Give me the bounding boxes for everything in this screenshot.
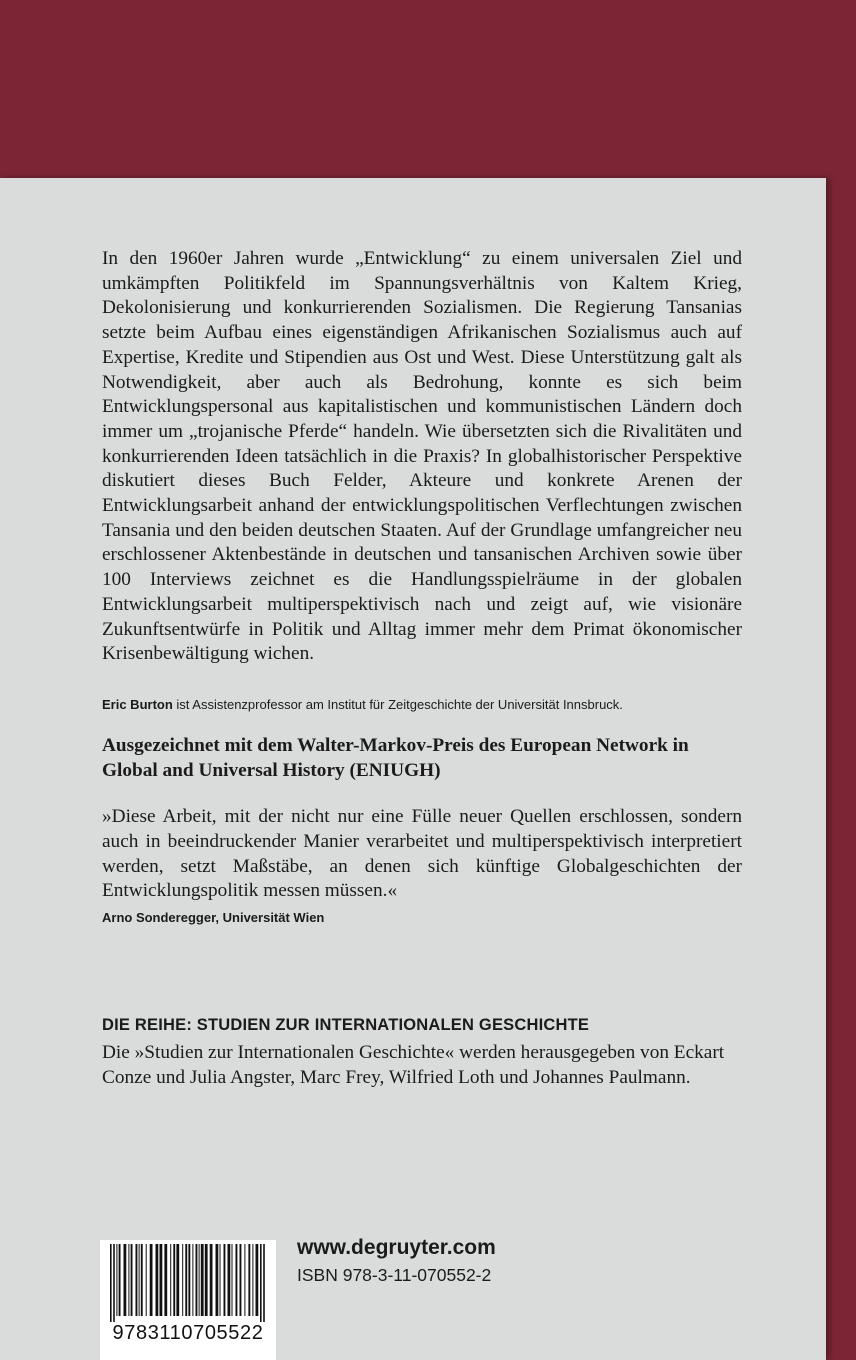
barcode-bar [139, 1244, 140, 1316]
book-blurb: In den 1960er Jahren wurde „Entwicklung“ zu einem universalen Ziel und umkämpften Politikfeld im Spannungsverhältnis von Kaltem Krieg, Dekolonisierung und konkurrierenden Sozialismen. Die Regierung Tansanias setzte beim Aufbau eines eigenständigen Afrikanischen Sozialismus auch auf Expertise, Kredite und Stipendien aus Ost und West. Diese Unterstützung galt als Notwendigkeit, aber auch als Bedrohung, konnte es sich beim Entwicklungspersonal aus kapitalistischen und kommunistischen Ländern doch immer um „trojanische Pferde“ handeln. Wie übersetzten sich die Rivalitäten und konkurrierenden Ideen tatsächlich in die Praxis? In globalhistorischer Perspektive diskutiert dieses Buch Felder, Akteure und konkrete Arenen der Entwicklungsarbeit anhand der entwicklungspolitischen Verflechtungen zwischen Tansania und den beiden deutschen Staaten. Auf der Grundlage umfangreicher neu erschlossener Aktenbestände in deutschen und tansanischen Archiven sowie über 100 Interviews zeichnet es die Handlungsspielräume in der globalen Entwicklungsarbeit multiperspektivisch nach und zeigt auf, wie visionäre Zukunftsentwürfe in Politik und Alltag immer mehr dem Primat ökonomischer Krisenbewältigung wichen. [102, 248, 742, 665]
barcode-bar [124, 1244, 127, 1316]
barcode-bar [170, 1244, 171, 1316]
barcode-bar [256, 1244, 259, 1316]
barcode-bar [260, 1244, 262, 1322]
barcode-bar [228, 1244, 231, 1316]
barcode-bar [224, 1244, 226, 1316]
barcode-bar [263, 1244, 265, 1322]
barcode-bar [240, 1244, 242, 1316]
review-quote: »Diese Arbeit, mit der nicht nur eine Fülle neuer Quellen erschlossen, sondern auch in beeindruckender Manier verarbeitet und multiperspektivisch interpretiert werden, setzt Maßstäbe, an denen sich künftige Globalgeschichten der Entwicklungspolitik messen müssen.« [102, 806, 742, 902]
barcode-bar [252, 1244, 253, 1316]
barcode-bar [160, 1244, 163, 1316]
author-bio [102, 697, 742, 712]
barcode-bar [244, 1244, 245, 1316]
barcode-bars [100, 1240, 276, 1322]
isbn-barcode [100, 1240, 276, 1360]
back-cover-content [102, 247, 742, 925]
review-source: Arno Sonderegger, Universität Wien [102, 910, 325, 926]
author-bio-text: ist Assistenzprofessor am Institut für Zeitgeschichte der Universität Innsbruck. [172, 696, 623, 712]
barcode-bar [192, 1244, 193, 1316]
barcode-bar [232, 1244, 233, 1316]
barcode-bar [210, 1244, 213, 1316]
barcode-bar [182, 1244, 183, 1316]
barcode-bar [176, 1244, 179, 1316]
barcode-bar [156, 1244, 159, 1316]
barcode-bar [164, 1244, 167, 1316]
barcode-bar [205, 1244, 208, 1316]
publisher-url[interactable]: www.degruyter.com [297, 1236, 496, 1259]
barcode-bar [131, 1244, 133, 1316]
isbn-number: ISBN 978-3-11-070552-2 [297, 1265, 492, 1285]
barcode-bar [173, 1244, 175, 1316]
barcode-bar [199, 1244, 200, 1316]
barcode-bar [236, 1244, 238, 1316]
barcode-bar [216, 1244, 219, 1316]
author-name: Eric Burton [102, 696, 173, 712]
barcode-bar [196, 1244, 198, 1316]
series-heading: DIE REIHE: STUDIEN ZUR INTERNATIONALEN GESCHICHTE [102, 1016, 590, 1034]
barcode-digits: 9783110705522 [112, 1322, 264, 1344]
barcode-bar [185, 1244, 187, 1316]
barcode-bar [248, 1244, 250, 1316]
barcode-bar [150, 1244, 153, 1316]
barcode-bar [141, 1244, 143, 1316]
barcode-bar [136, 1244, 138, 1316]
barcode-bar [116, 1244, 117, 1316]
barcode-bar [146, 1244, 147, 1316]
barcode-bar [113, 1244, 115, 1322]
barcode-bar [119, 1244, 121, 1316]
series-description: Die »Studien zur Internationalen Geschichte« werden herausgegeben von Eckart Conze und Julia Angster, Marc Frey, Wilfried Loth und Johannes Paulmann. [102, 1042, 725, 1088]
barcode-bar [201, 1244, 204, 1316]
award-note: Ausgezeichnet mit dem Walter-Markov-Preis des European Network in Global and Universal History (ENIUGH) [102, 734, 689, 781]
barcode-bar [128, 1244, 129, 1316]
barcode-bar [110, 1244, 112, 1322]
barcode-bar [220, 1244, 221, 1316]
barcode-bar [188, 1244, 190, 1316]
